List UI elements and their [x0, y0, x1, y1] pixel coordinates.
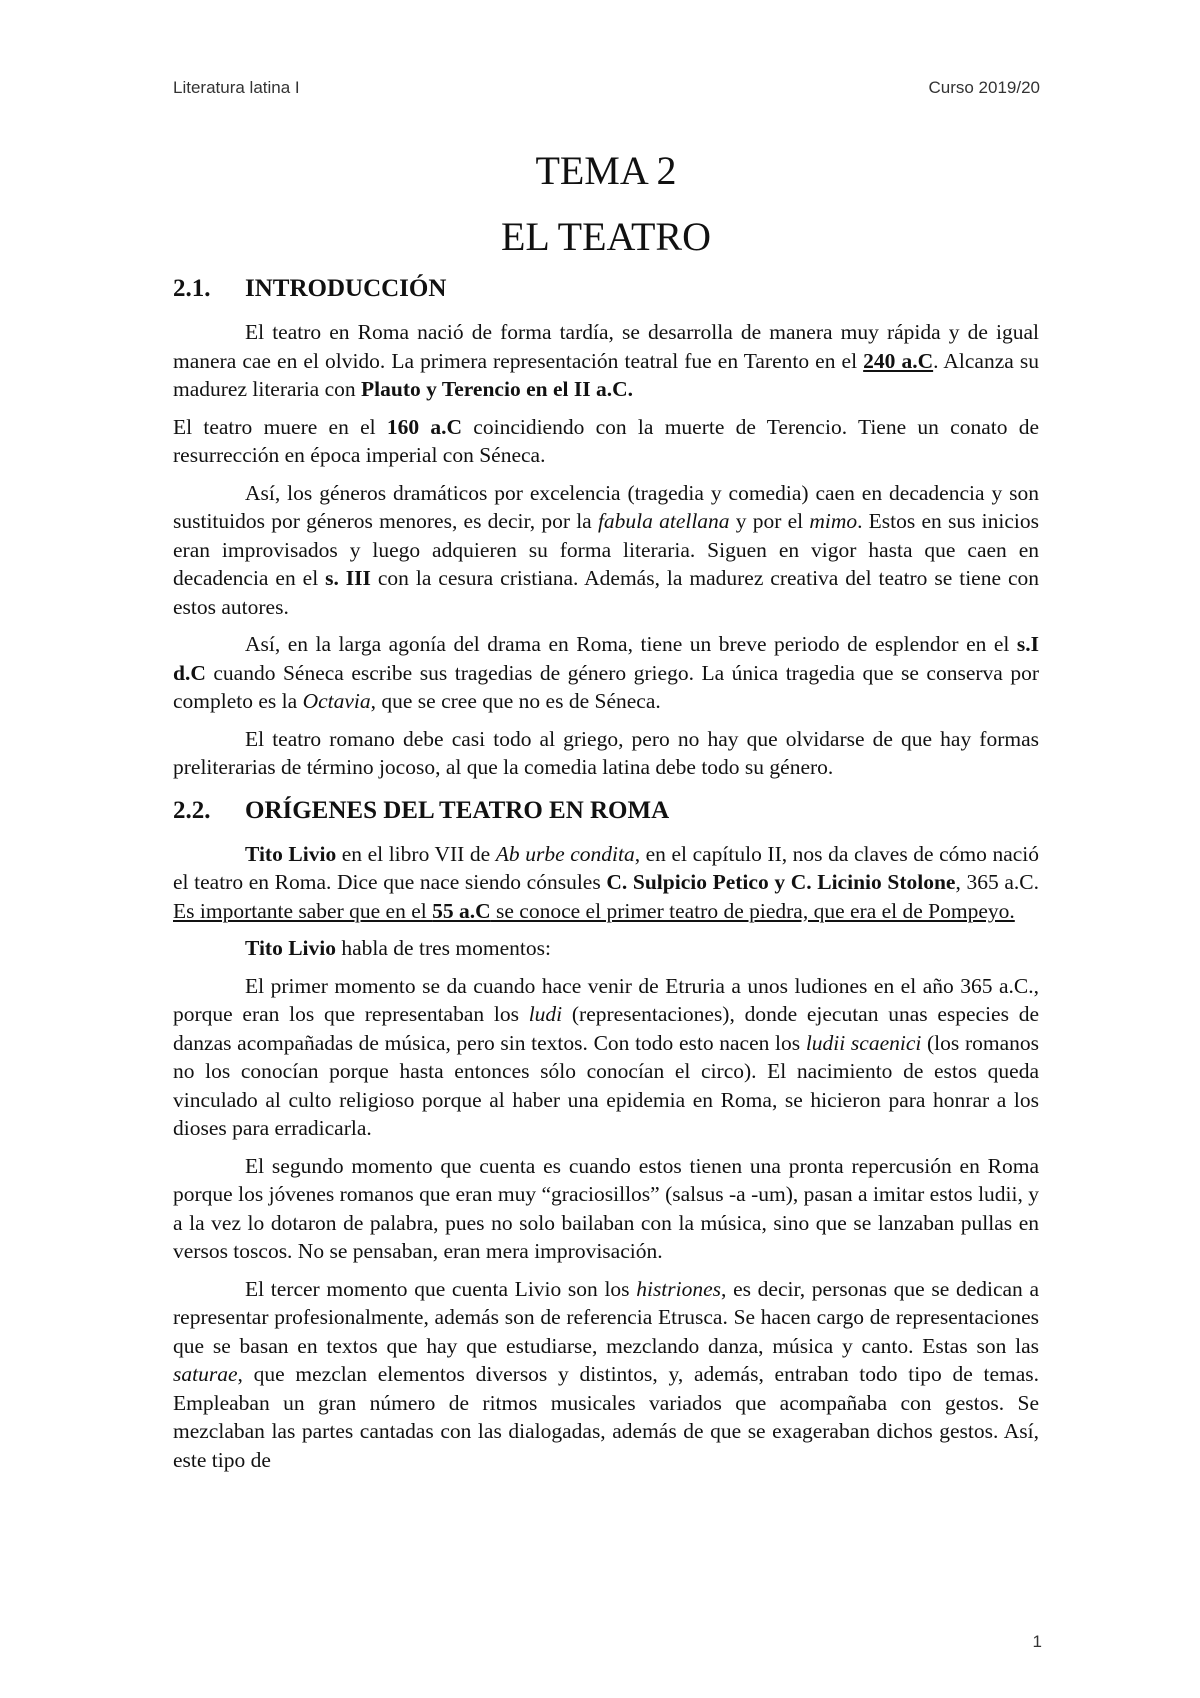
paragraph: El segundo momento que cuenta es cuando estos tienen una pronta repercusión en Roma porque los jóvenes romanos que eran muy “graciosillos” (salsus -a -um), pasan a imitar estos ludii, y a la vez lo dotaron de palabra, pues no solo bailaban con la música, sino que se lanzaban pullas en versos toscos. No se pensaban, eran mera improvisación. — [173, 1153, 1039, 1263]
text-run: , que se cree que no es de Séneca. — [370, 689, 661, 713]
text-run: Es importante saber que en el — [173, 898, 433, 923]
text-run: . Estos en sus inicios eran improvisados y luego adquieren su forma literaria. Siguen en vigor hasta que caen en decadencia en el — [173, 509, 1039, 590]
paragraph — [173, 840, 1039, 926]
italic-term: ludi — [528, 1002, 563, 1026]
text-run: cuando Séneca escribe sus tragedias de género griego. La única tragedia que se conserva por completo es la — [173, 660, 1039, 713]
page-body — [173, 140, 1039, 1483]
bold-phrase: s.I d.C — [173, 632, 1039, 685]
paragraph: El teatro romano debe casi todo al griego, pero no hay que olvidarse de que hay formas preliterarias de término jocoso, al que la comedia latina debe todo su género. — [173, 726, 1039, 779]
italic-term: saturae — [173, 1362, 238, 1386]
section-title: INTRODUCCIÓN — [245, 275, 447, 302]
bold-phrase: 160 a.C — [386, 414, 463, 439]
page-number: 1 — [1032, 1632, 1042, 1651]
text-run: El primer momento se da cuando hace venir de Etruria a unos ludiones en el año 365 a.C., porque eran los que representaban los — [173, 973, 1039, 1026]
text-run: se conoce el primer teatro de piedra, que era el de Pompeyo. — [490, 898, 1015, 923]
text-run: El teatro muere en el — [173, 414, 387, 439]
text-run: Así, los géneros dramáticos por excelencia (tragedia y comedia) caen en decadencia y son sustituidos por géneros menores, es decir, por la — [173, 480, 1039, 533]
date-highlight: 240 a.C — [863, 348, 934, 373]
bold-phrase: Plauto y Terencio en el II a.C. — [361, 377, 633, 401]
bold-phrase: 55 a.C — [432, 898, 491, 923]
header-course-name: Literatura latina I — [173, 78, 300, 97]
text-run: (los romanos no los conocían porque hasta entonces sólo conocían el circo). El nacimiento de estos queda vinculado al culto religioso porque al haber una epidemia en Roma, se hicieron para honrar a los dioses para erradicarla. — [173, 1030, 1039, 1140]
text-run: y por el — [729, 509, 810, 533]
section-heading-origenes — [173, 796, 1039, 826]
header-course-year: Curso 2019/20 — [928, 78, 1040, 97]
bold-phrase: Tito Livio — [245, 936, 336, 960]
section-heading-introduccion — [173, 274, 1039, 304]
text-run: habla de tres momentos: — [336, 936, 551, 960]
text-run: con la cesura cristiana. Además, la madurez creativa del teatro se tiene con estos autores. — [173, 566, 1039, 619]
paragraph — [173, 630, 1039, 716]
section-number: 2.2. — [173, 796, 211, 824]
italic-term: mimo — [809, 509, 858, 533]
text-run: El teatro en Roma nació de forma tardía, se desarrolla de manera muy rápida y de igual manera cae en el olvido. La primera representación teatral fue en Tarento en el — [173, 320, 1039, 373]
text-run: , en el capítulo II, nos da claves de cómo nació el teatro en Roma. Dice que nace siendo cónsules — [173, 841, 1039, 894]
italic-term: Ab urbe condita — [495, 841, 635, 866]
text-run: El tercer momento que cuenta Livio son los — [245, 1276, 637, 1301]
text-run: , 365 a.C. — [955, 870, 1039, 894]
topic-title: EL TEATRO — [501, 214, 711, 259]
text-run: . Alcanza su madurez literaria con — [173, 348, 1039, 401]
paragraph — [173, 934, 1039, 963]
italic-term: ludii scaenici — [805, 1030, 922, 1055]
text-run: (representaciones), donde ejecutan unas especies de danzas acompañadas de música, pero sin textos. Con todo esto nacen los — [173, 1002, 1039, 1055]
italic-term: histriones — [636, 1276, 722, 1301]
bold-phrase: C. Sulpicio Petico y C. Licinio Stolone — [606, 870, 956, 894]
text-run: en el libro VII de — [336, 841, 496, 866]
bold-phrase: Tito Livio — [245, 841, 337, 866]
topic-number-title: TEMA 2 — [535, 148, 677, 193]
bold-phrase: s. III — [325, 566, 371, 590]
text-run: , es decir, personas que se dedican a representar profesionalmente, además son de referencia Etrusca. Se hacen cargo de representaciones que se basan en textos que hay que estudiarse, mezclando danza, música y canto. Estas son las — [173, 1276, 1040, 1358]
paragraph — [173, 972, 1039, 1143]
paragraph — [173, 479, 1039, 622]
paragraph — [173, 413, 1039, 470]
paragraph — [173, 1275, 1039, 1475]
text-run: coincidiendo con la muerte de Terencio. Tiene un conato de resurrección en época imperial con Séneca. — [173, 414, 1040, 467]
italic-term: fabula atellana — [597, 509, 730, 533]
text-run: , que mezclan elementos diversos y distintos, y, además, entraban todo tipo de temas. Empleaban un gran número de ritmos musicales variados que acompañaba con gestos. Se mezclaban las partes cantadas con las dialogadas, además de que se exageraban dichos gestos. Así, este tipo de — [173, 1362, 1039, 1472]
section-number: 2.1. — [173, 275, 211, 302]
paragraph — [173, 318, 1039, 404]
underlined-note — [173, 899, 1015, 923]
section-title: ORÍGENES DEL TEATRO EN ROMA — [245, 796, 670, 824]
italic-term: Octavia — [302, 689, 371, 713]
text-run: Así, en la larga agonía del drama en Roma, tiene un breve periodo de esplendor en el — [245, 632, 1017, 656]
